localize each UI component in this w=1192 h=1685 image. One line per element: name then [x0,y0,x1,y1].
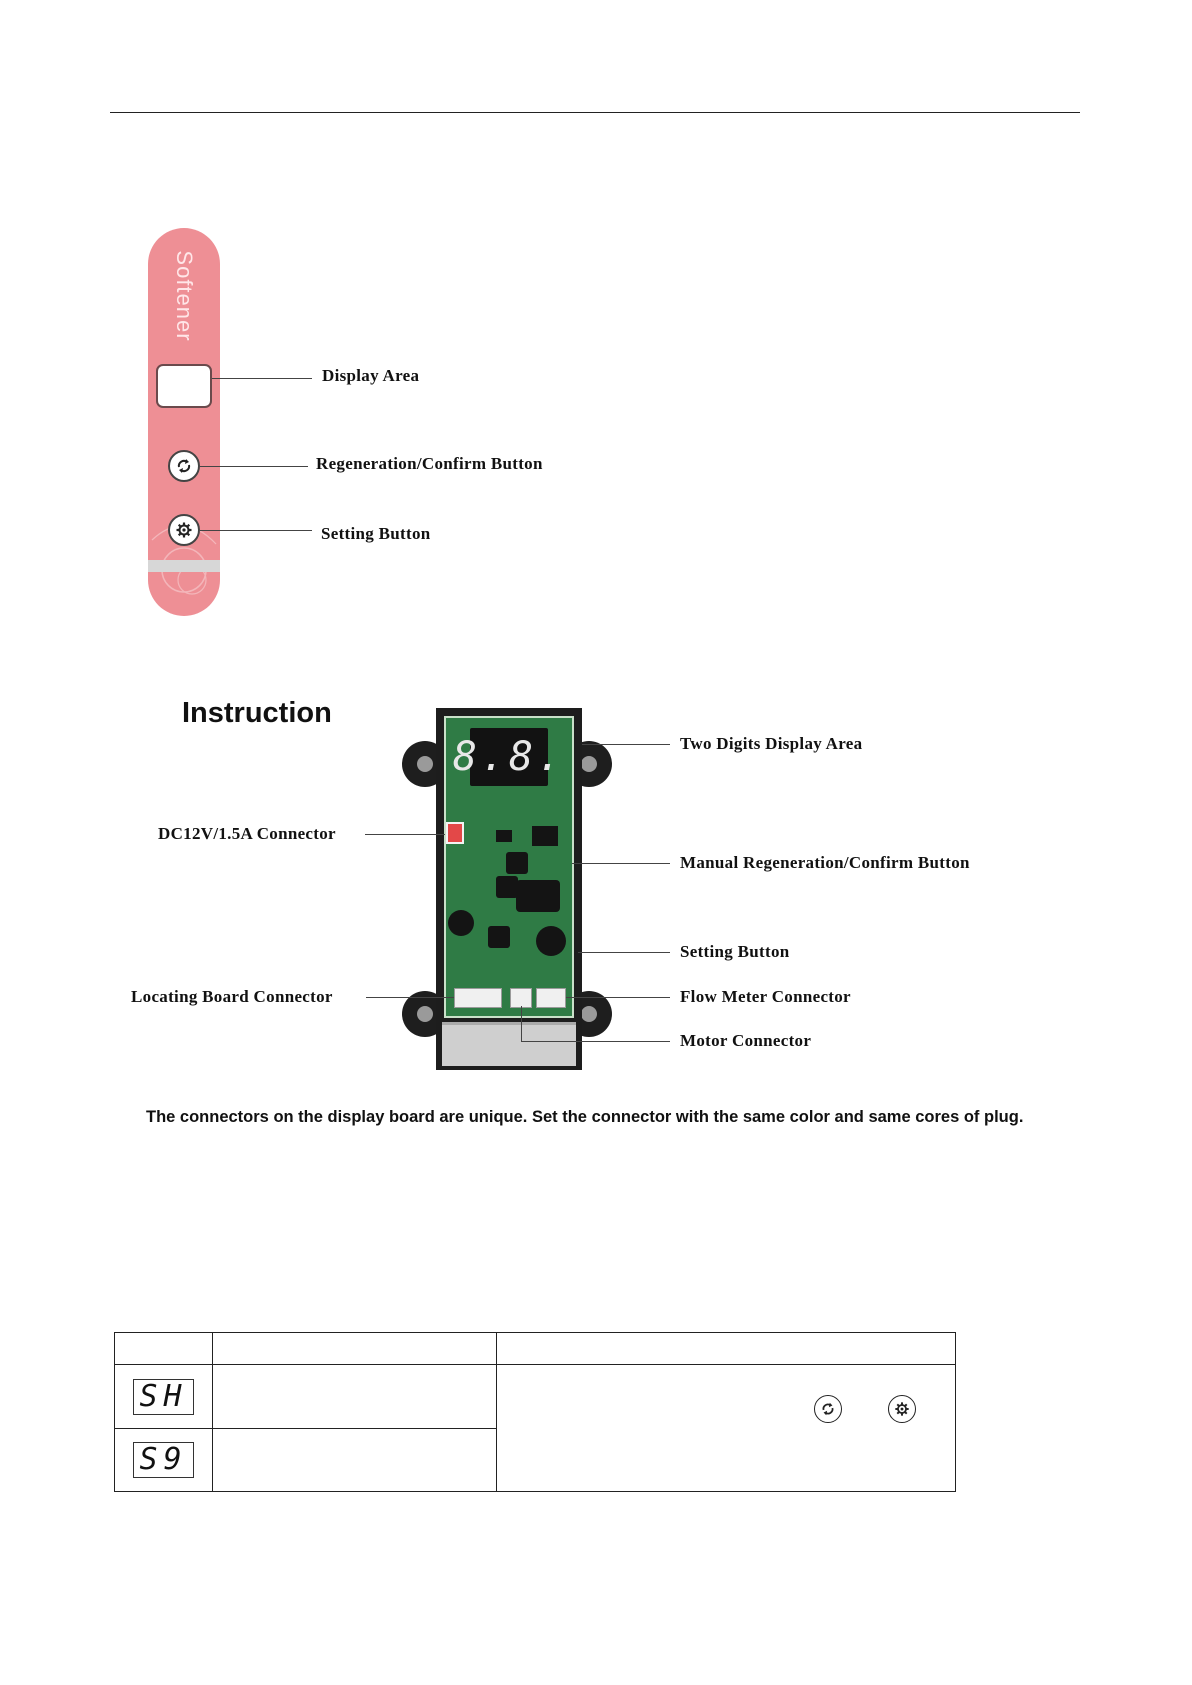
table-cell [213,1429,497,1492]
parameter-table [114,1332,956,1492]
board-slot [442,1022,576,1066]
leader-line [365,834,445,835]
relay-component [516,880,560,912]
panel-brand: Softener [172,250,197,342]
leader-line [572,863,670,864]
leader-line [521,1041,670,1042]
flow-meter-connector [536,988,566,1008]
chip-component [496,830,512,842]
leader-line [578,952,670,953]
panel-stripe [148,560,220,572]
segment-display-code: S9 [133,1442,193,1478]
table-header-cell [497,1333,956,1365]
label-board-setting-button: Setting Button [680,942,790,961]
capacitor-component [532,826,558,846]
table-header-cell [213,1333,497,1365]
label-dc-connector: DC12V/1.5A Connector [158,824,336,843]
leader-line [582,744,670,745]
locating-board-connector [454,988,502,1008]
panel-display-area [156,364,212,408]
gear-icon [888,1395,916,1423]
label-two-digits-display-area: Two Digits Display Area [680,734,863,753]
regeneration-icon [175,457,193,475]
buzzer-component [536,926,566,956]
regeneration-switch [506,852,528,874]
leader-line [521,1006,522,1041]
label-regeneration-confirm-button: Regeneration/Confirm Button [316,454,543,473]
leader-line [200,530,312,531]
leader-line [366,997,454,998]
leader-line [212,378,312,379]
table-cell-operation [497,1365,956,1492]
setting-switch [488,926,510,948]
inductor-component [448,910,474,936]
connector-note: The connectors on the display board are unique. Set the connector with the same color and same cores of plug. [146,1108,1024,1126]
switch-component [496,876,518,898]
label-setting-button: Setting Button [321,524,431,543]
instruction-heading: Instruction [182,697,332,729]
label-locating-board-connector: Locating Board Connector [131,987,333,1006]
motor-connector [510,988,532,1008]
panel-regeneration-button[interactable] [168,450,200,482]
dc-power-connector [446,822,464,844]
panel-setting-button[interactable] [168,514,200,546]
table-cell-display [115,1429,213,1492]
leader-line [200,466,308,467]
regeneration-icon [814,1395,842,1423]
table-header-row [115,1333,956,1365]
segment-display-code: SH [133,1379,193,1415]
label-display-area: Display Area [322,366,420,385]
label-manual-regeneration-button: Manual Regeneration/Confirm Button [680,853,970,872]
label-flow-meter-connector: Flow Meter Connector [680,987,851,1006]
header-rule [110,112,1080,113]
table-cell-display [115,1365,213,1429]
gear-icon [175,521,193,539]
leader-line [566,997,670,998]
table-header-cell [115,1333,213,1365]
label-motor-connector: Motor Connector [680,1031,812,1050]
two-digit-display: 8.8. [470,728,548,786]
table-row [115,1365,956,1429]
table-cell [213,1365,497,1429]
